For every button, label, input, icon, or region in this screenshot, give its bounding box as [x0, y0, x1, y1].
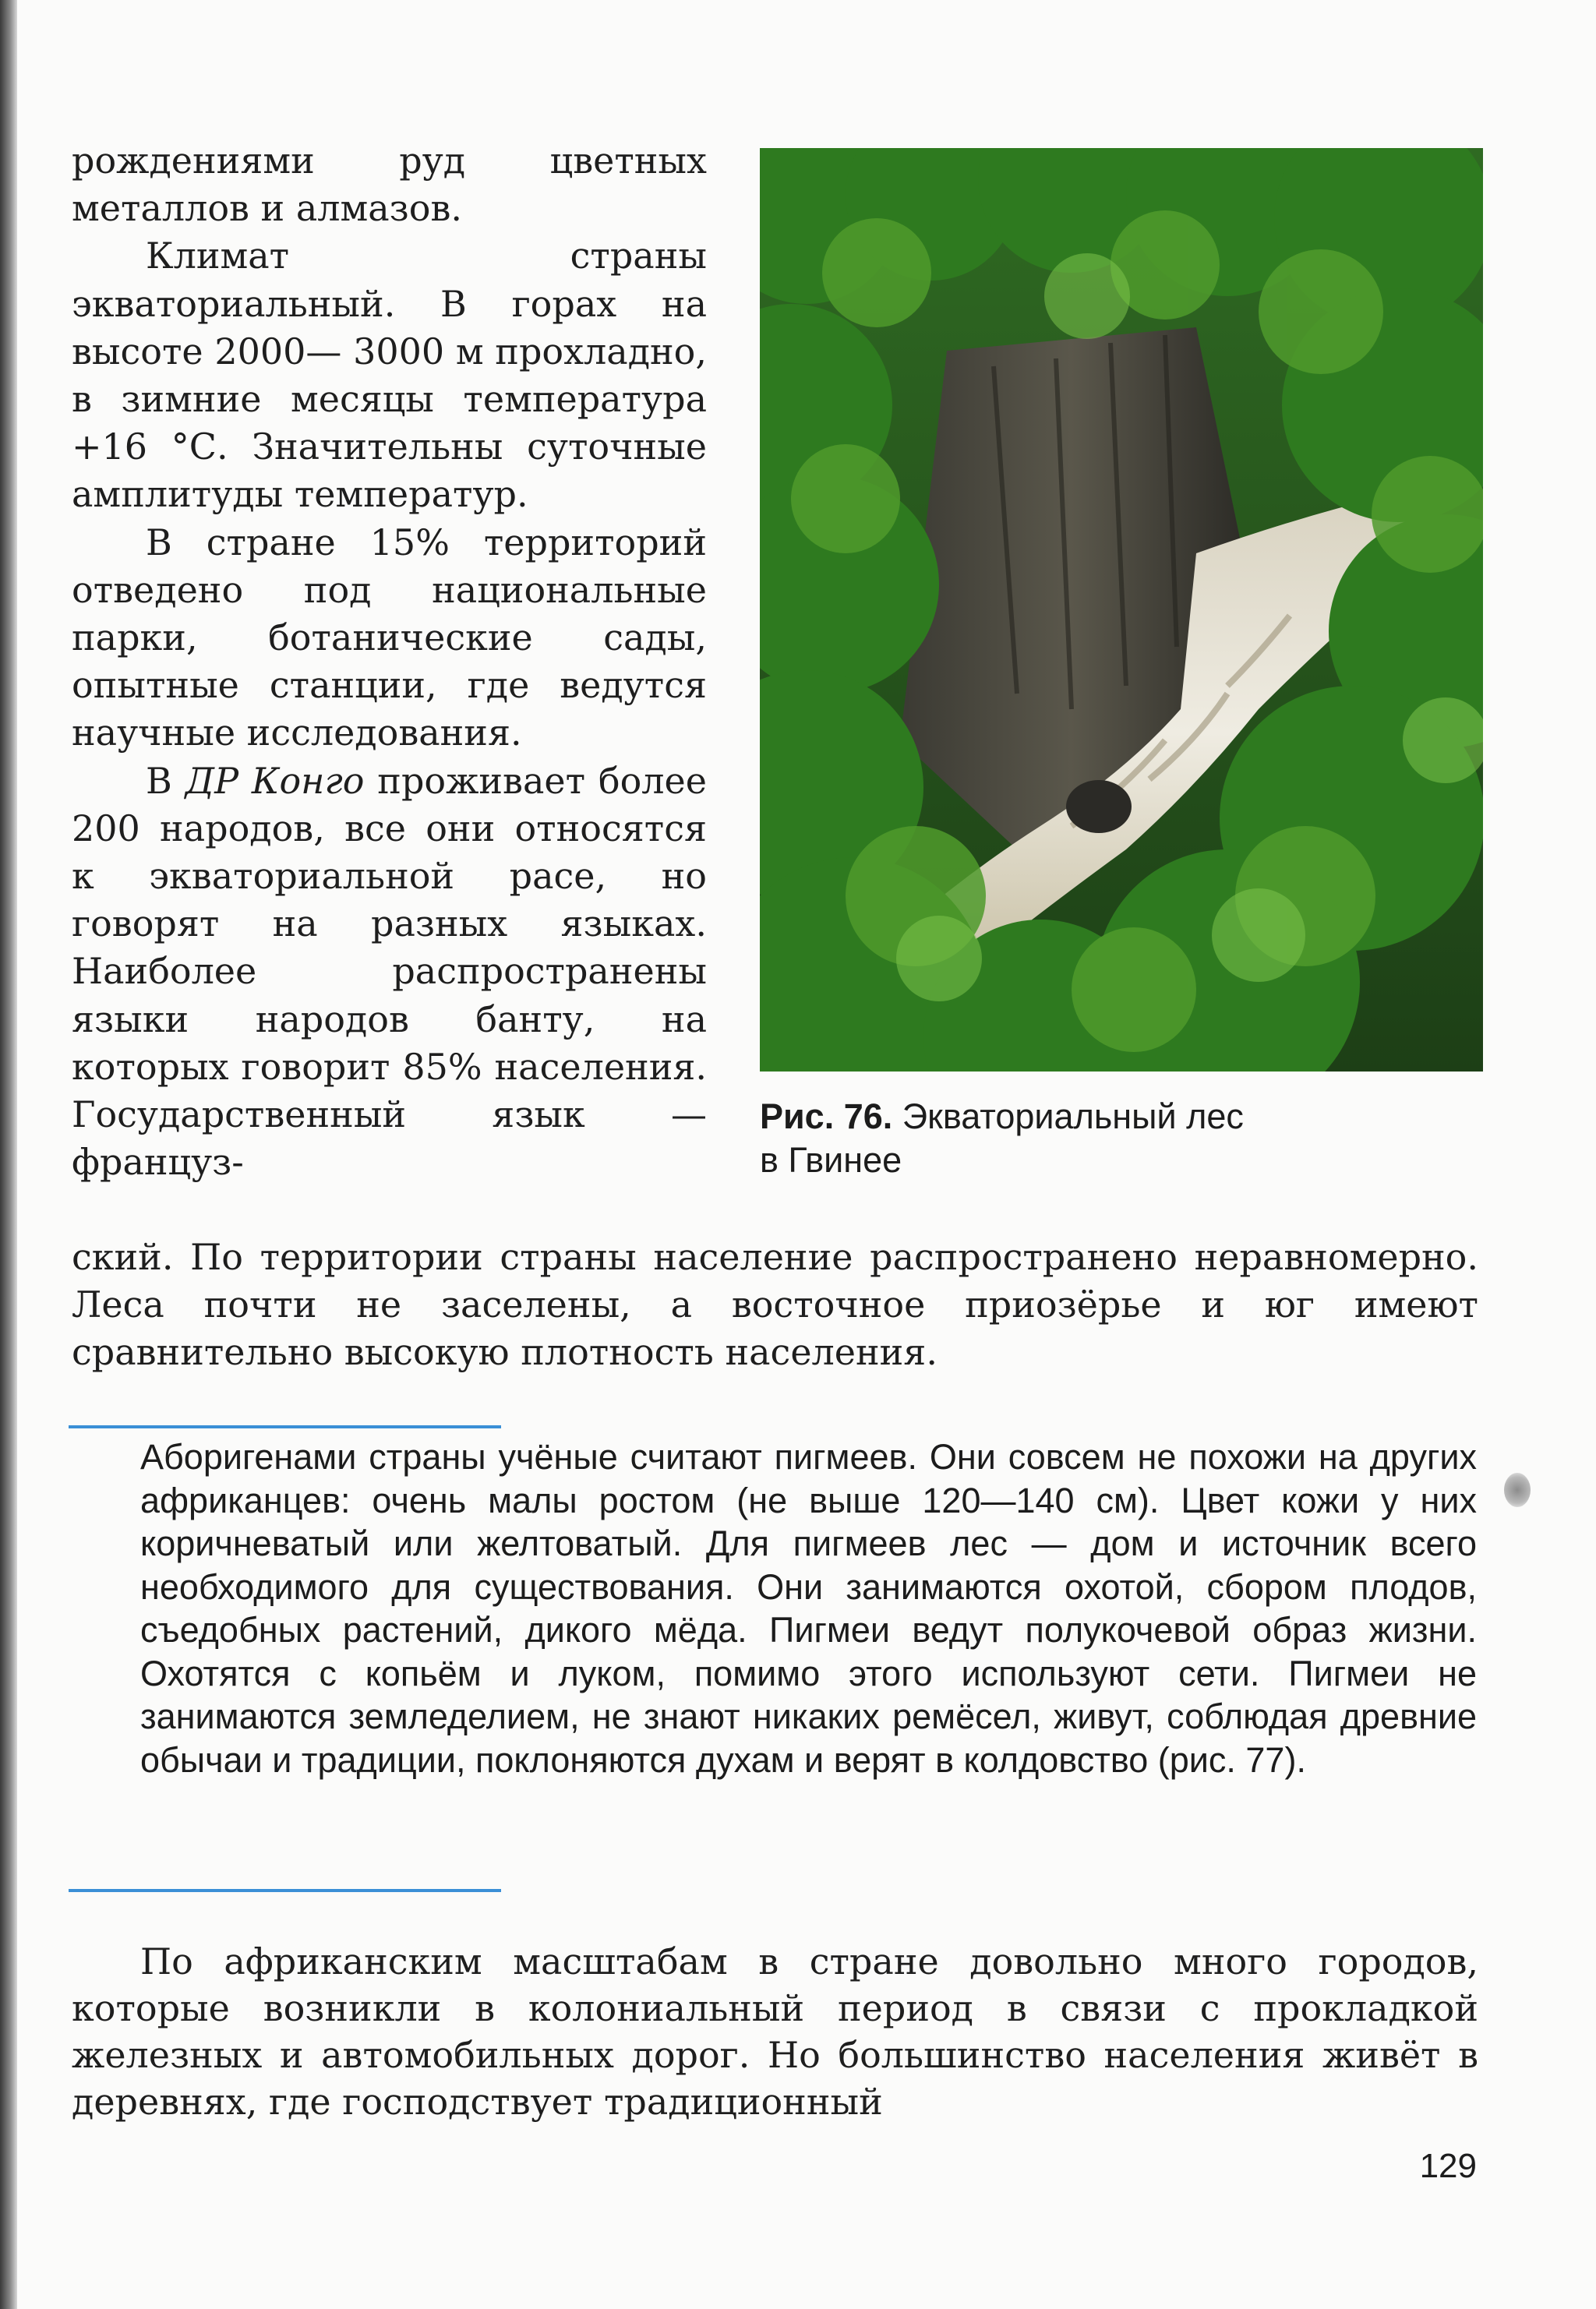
- cities-paragraph-block: [72, 1938, 1478, 2125]
- figure-76-caption: [760, 1095, 1492, 1182]
- left-text-column: [72, 137, 707, 1186]
- figure-76-photo: [760, 148, 1483, 1072]
- pygmies-infobox: [140, 1435, 1477, 1781]
- paragraph-deposits: рождениями руд цветных металлов и алмазов.: [72, 139, 707, 230]
- infobox-top-rule: [69, 1425, 501, 1428]
- paragraph-cities: По африканским масштабам в стране довольно много городов, которые возникли в колониальный период в связи с прокладкой железных и автомобильных дорог. Но большинство населения живёт в деревнях, где господствует традиционный: [72, 1940, 1478, 2123]
- paragraph-peoples: [72, 757, 707, 1187]
- infobox-bottom-rule: [69, 1889, 501, 1892]
- figure-caption-line-2: в Гвинее: [760, 1140, 902, 1180]
- scan-mark: [1504, 1473, 1531, 1507]
- paragraph-peoples-rest: проживает более 200 народов, все они относятся к экваториальной расе, но говорят на разных языках. Наиболее распространены языки народов банту, на которых говорит 85% населения. Государственный язык — француз-: [72, 759, 707, 1184]
- page-number: 129: [1419, 2147, 1477, 2185]
- figure-label: Рис. 76.: [760, 1096, 893, 1136]
- infobox-text: Аборигенами страны учёные считают пигмеев. Они совсем не похожи на других африканцев: очень малы ростом (не выше 120—140 см). Цвет кожи у них коричневатый или желтоватый. Для пигмеев лес — дом и источник всего необходимого для существования. Они занимаются охотой, сбором плодов, съедобных растений, дикого мёда. Пигмеи ведут полукочевой образ жизни. Охотятся с копьём и луком, помимо этого используют сети. Пигмеи не занимаются земледелием, не знают никаких ремёсел, живут, соблюдая древние обычаи и традиции, поклоняются духам и верят в колдовство (рис. 77).: [140, 1437, 1477, 1780]
- paragraph-peoples-lead: В: [146, 759, 185, 802]
- page-binding-edge: [0, 0, 17, 2309]
- figure-caption-line-1: Экваториальный лес: [892, 1096, 1244, 1136]
- paragraph-population-distribution: ский. По территории страны население распространено неравномерно. Леса почти не заселены, а восточное приозёрье и юг имеют сравнительно высокую плотность населения.: [72, 1236, 1478, 1374]
- country-name-italic: ДР Конго: [185, 759, 365, 802]
- paragraph-climate: Климат страны экваториальный. В горах на высоте 2000— 3000 м прохладно, в зимние месяцы температура +16 °С. Значительны суточные амплитуды температур.: [72, 235, 707, 516]
- full-width-continuation: [72, 1234, 1478, 1377]
- paragraph-protected-areas: В стране 15% территорий отведено под национальные парки, ботанические сады, опытные станции, где ведутся научные исследования.: [72, 521, 707, 754]
- equatorial-forest-waterfall-image: [760, 148, 1483, 1072]
